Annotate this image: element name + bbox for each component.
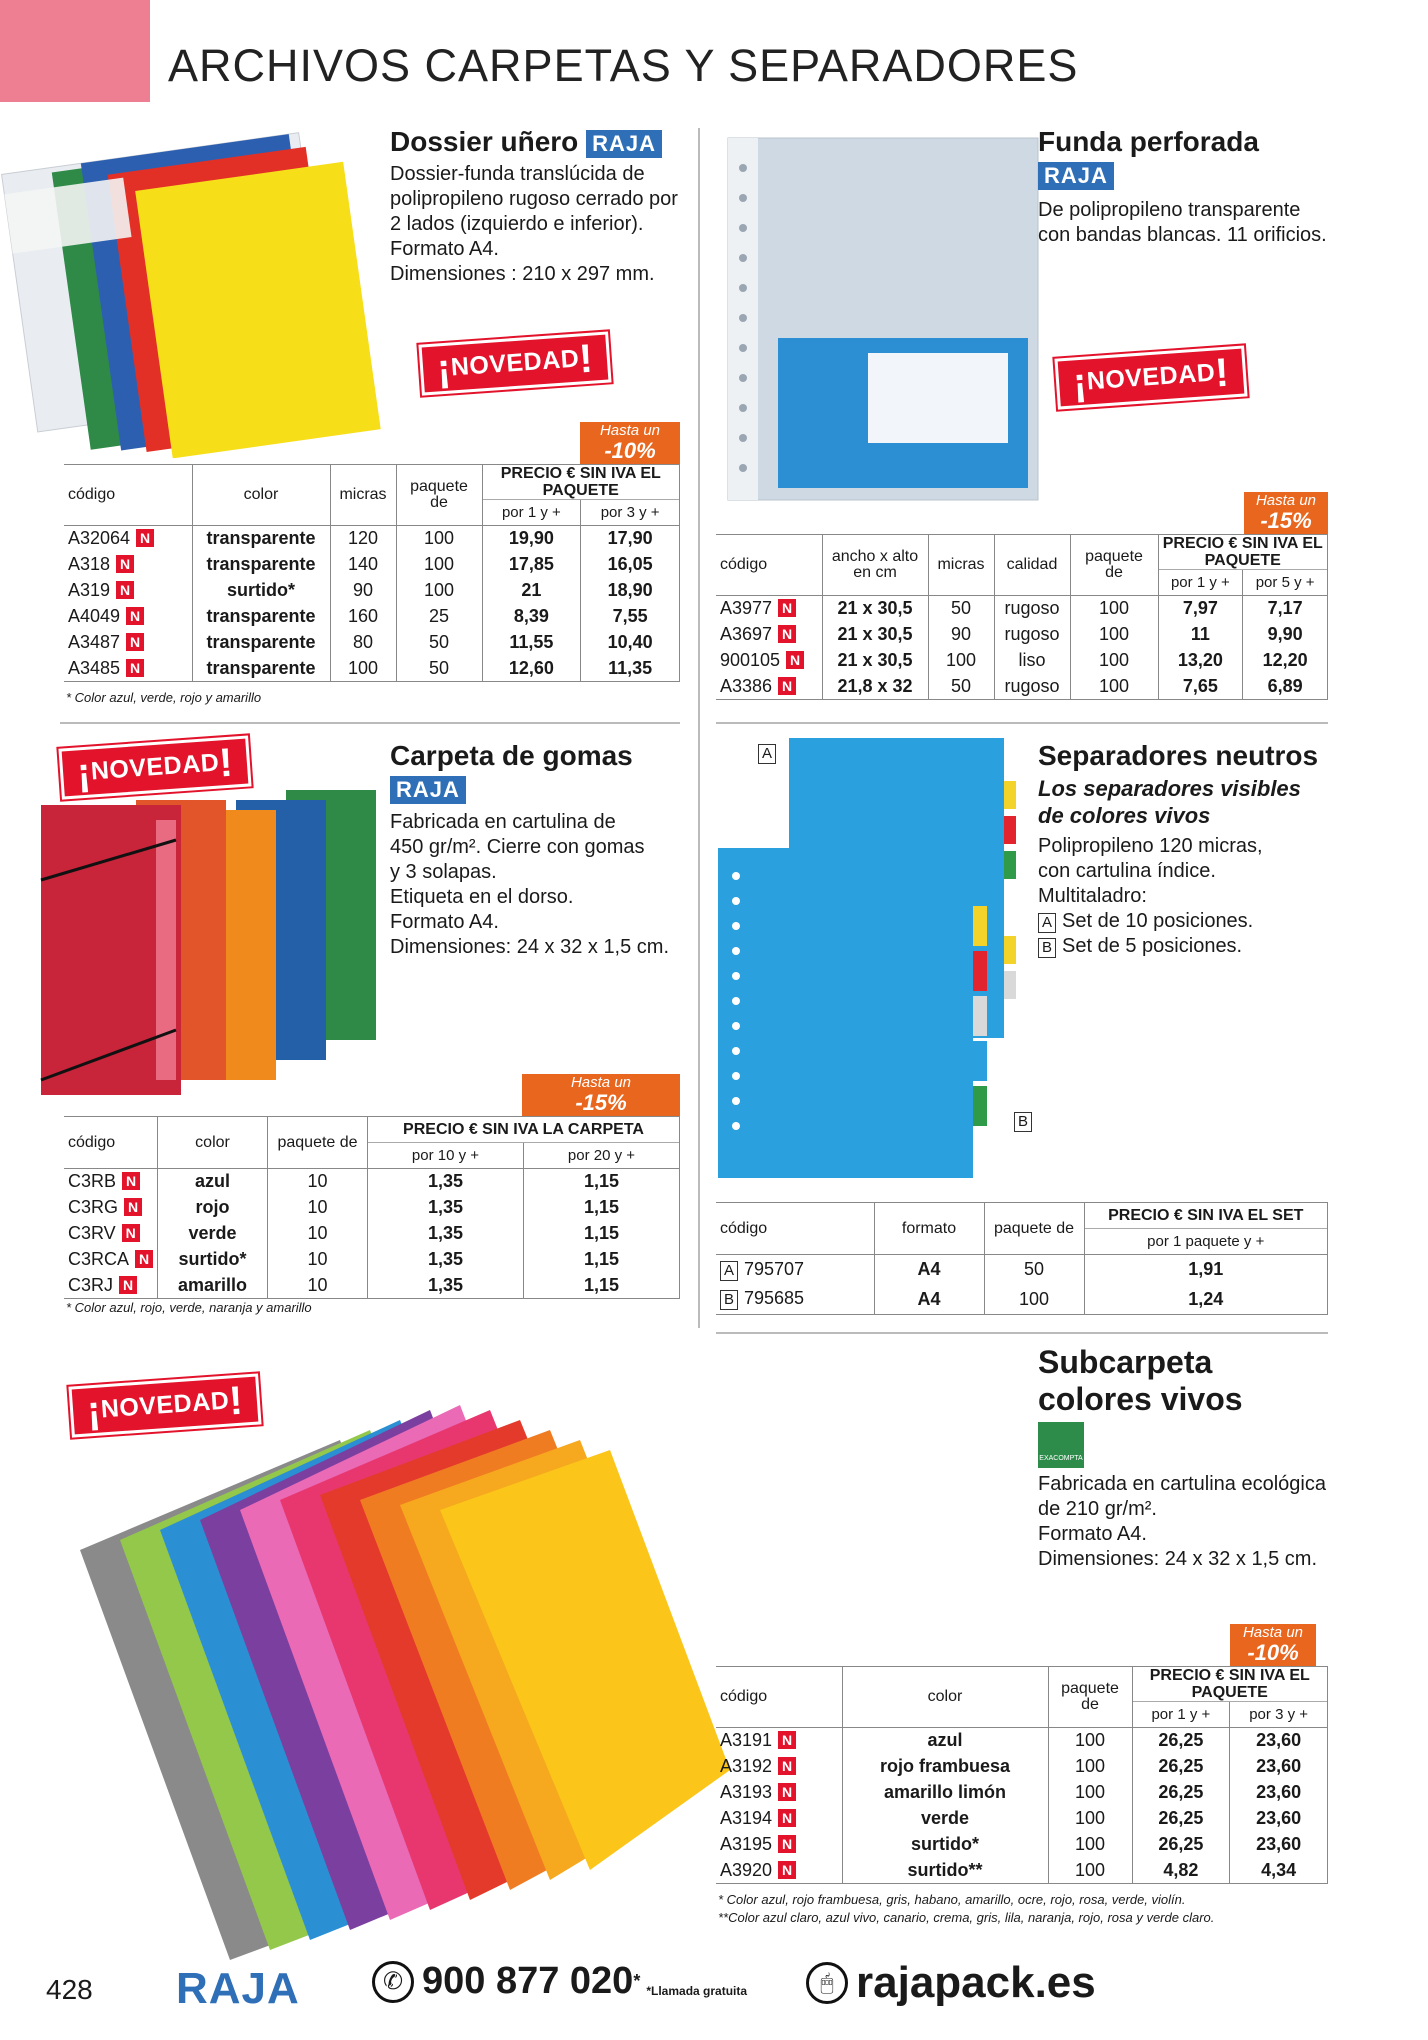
novedad-badge: ¡NOVEDAD! (1054, 345, 1247, 409)
section-divider (716, 722, 1328, 724)
new-badge: N (124, 1198, 142, 1216)
new-badge: N (778, 1783, 796, 1801)
phone-block[interactable]: ✆ 900 877 020 * *Llamada gratuita (372, 1960, 747, 2003)
new-badge: N (122, 1224, 140, 1242)
table-row: C3RJ N amarillo 10 1,35 1,15 (64, 1273, 680, 1299)
new-badge: N (778, 625, 796, 643)
page-title: ARCHIVOS CARPETAS Y SEPARADORES (168, 40, 1079, 91)
new-badge: N (778, 1731, 796, 1749)
section-divider (716, 1332, 1328, 1334)
label-a: A (758, 744, 782, 764)
new-badge: N (778, 1809, 796, 1827)
separadores-title: Separadores neutros (1038, 740, 1319, 771)
table-row: C3RG N rojo 10 1,35 1,15 (64, 1195, 680, 1221)
funda-price-table: código ancho x alto en cm micras calidad paquete de PRECIO € SIN IVA EL PAQUETE por 1 y + por 5 y + A3977 N 21 x 30,5 50 rugoso 100 7,97 7,17 A3697 N 21 x 30,5 90 rugoso 100 11 9,90 900105 N 21 x 30,5 100 liso 100 13,20 12,20 A3386 N 21,8 x 32 50 rugoso 100 7,65 6,89 (716, 534, 1328, 700)
raja-footer-logo: RAJA (176, 1964, 300, 2013)
table-row: B 795685 A4 100 1,24 (716, 1285, 1328, 1315)
table-row: A 795707 A4 50 1,91 (716, 1255, 1328, 1285)
phone-note: *Llamada gratuita (646, 1983, 748, 1998)
col-price-1: por 1 y + (482, 500, 581, 526)
table-row: A3195 N surtido* 100 26,25 23,60 (716, 1832, 1328, 1858)
separadores-price-table: código formato paquete de PRECIO € SIN IVA EL SET por 1 paquete y + A 795707 A4 50 1,91 B 795685 A4 100 1,24 (716, 1202, 1328, 1315)
carpeta-product-image (36, 780, 396, 1110)
funda-description: De polipropileno transparente con bandas blancas. 11 orificios. (1038, 199, 1327, 246)
subcarpeta-product-image (60, 1360, 740, 1960)
novedad-badge: ¡NOVEDAD! (68, 1373, 261, 1437)
new-badge: N (786, 651, 804, 669)
table-row: A3192 N rojo frambuesa 100 26,25 23,60 (716, 1754, 1328, 1780)
header-color-tab (0, 0, 150, 102)
carpeta-price-table: código color paquete de PRECIO € SIN IVA LA CARPETA por 10 y + por 20 y + C3RB N azul 10 1,35 1,15 C3RG N rojo 10 1,35 1,15 C3RV N verde 10 1,35 1,15 C3RCA N surtido* 10 1,35 1,15 C3RJ N amarillo 10 1,35 1,15 (64, 1116, 680, 1299)
promo-badge: Hasta un -10% (580, 422, 680, 464)
new-badge: N (116, 555, 134, 573)
table-row: A3193 N amarillo limón 100 26,25 23,60 (716, 1780, 1328, 1806)
col-codigo: código (64, 465, 192, 526)
new-badge: N (135, 1250, 153, 1268)
dossier-title: Dossier uñero RAJA (390, 126, 662, 158)
promo-badge: Hasta un -10% (1230, 1624, 1316, 1666)
table-row: C3RB N azul 10 1,35 1,15 (64, 1169, 680, 1195)
new-badge: N (122, 1172, 140, 1190)
dossier-description: Dossier-funda translúcida de polipropileno rugoso cerrado por 2 lados (izquierdo e inferior). Formato A4. Dimensiones : 210 x 297 mm. (390, 163, 678, 285)
website-link[interactable]: 🖱 rajapack.es (806, 1958, 1096, 2008)
carpeta-description: Fabricada en cartulina de 450 gr/m². Cierre con gomas y 3 solapas. Etiqueta en el dorso. Formato A4. Dimensiones: 24 x 32 x 1,5 cm. (390, 811, 670, 958)
column-divider (698, 128, 700, 1328)
separadores-description: Polipropileno 120 micras, con cartulina índice. Multitaladro: A Set de 10 posiciones. B Set de 5 posiciones. (1038, 835, 1263, 957)
col-precio: PRECIO € SIN IVA EL PAQUETE (482, 465, 680, 500)
exacompta-logo: EXACOMPTA (1038, 1422, 1084, 1468)
subcarpeta-title: Subcarpeta colores vivos (1038, 1344, 1243, 1417)
table-row: A3487 N transparente 80 50 11,55 10,40 (64, 630, 680, 656)
table-row: A3485 N transparente 100 50 12,60 11,35 (64, 656, 680, 682)
novedad-badge: ¡NOVEDAD! (58, 735, 251, 799)
subcarpeta-description: Fabricada en cartulina ecológica de 210 gr/m². Formato A4. Dimensiones: 24 x 32 x 1,5 cm. (1038, 1473, 1326, 1570)
funda-product-image (718, 128, 1048, 508)
table-row: A4049 N transparente 160 25 8,39 7,55 (64, 604, 680, 630)
col-price-2: por 3 y + (581, 500, 680, 526)
col-color: color (192, 465, 330, 526)
promo-badge: Hasta un -15% (522, 1074, 680, 1116)
section-divider (60, 722, 680, 724)
label-b: B (1014, 1112, 1038, 1132)
table-row: A3194 N verde 100 26,25 23,60 (716, 1806, 1328, 1832)
phone-number: 900 877 020 (422, 1960, 634, 2002)
new-badge: N (126, 633, 144, 651)
new-badge: N (778, 677, 796, 695)
table-row: C3RV N verde 10 1,35 1,15 (64, 1221, 680, 1247)
subcarpeta-price-table: código color paquete de PRECIO € SIN IVA EL PAQUETE por 1 y + por 3 y + A3191 N azul 100 26,25 23,60 A3192 N rojo frambuesa 100 26,25 23,60 A3193 N amarillo limón 100 26,25 23,60 A3194 N verde 100 26,25 23,60 A3195 N surtido* 100 26,25 23,60 A3920 N surtido** 100 4,82 4,34 (716, 1666, 1328, 1884)
col-paquete: paquete de (396, 465, 482, 526)
novedad-badge: ¡NOVEDAD! (418, 331, 611, 395)
table-row: 900105 N 21 x 30,5 100 liso 100 13,20 12,20 (716, 648, 1328, 674)
raja-logo: RAJA (1038, 162, 1114, 190)
phone-icon: ✆ (372, 1961, 414, 2003)
mouse-icon: 🖱 (806, 1962, 848, 2004)
new-badge: N (126, 607, 144, 625)
table-row: A319 N surtido* 90 100 21 18,90 (64, 578, 680, 604)
carpeta-title: Carpeta de gomas (390, 740, 633, 771)
separadores-product-image (714, 736, 1034, 1186)
col-micras: micras (330, 465, 396, 526)
new-badge: N (778, 599, 796, 617)
table-row: A3386 N 21,8 x 32 50 rugoso 100 7,65 6,89 (716, 674, 1328, 700)
new-badge: N (136, 529, 154, 547)
raja-logo: RAJA (390, 776, 466, 804)
promo-badge: Hasta un -15% (1244, 492, 1328, 534)
carpeta-footnote: * Color azul, rojo, verde, naranja y amarillo (66, 1300, 312, 1315)
new-badge: N (778, 1835, 796, 1853)
table-row: A3977 N 21 x 30,5 50 rugoso 100 7,97 7,17 (716, 596, 1328, 622)
page-number: 428 (46, 1974, 93, 2005)
new-badge: N (778, 1757, 796, 1775)
raja-logo: RAJA (586, 130, 662, 158)
dossier-product-image (0, 128, 400, 458)
separadores-subtitle: Los separadores visibles de colores vivos (1038, 776, 1301, 828)
subcarpeta-footnote-1: * Color azul, rojo frambuesa, gris, habano, amarillo, ocre, rojo, rosa, verde, violín. (718, 1892, 1186, 1907)
dossier-footnote: * Color azul, verde, rojo y amarillo (66, 690, 262, 705)
table-row: A3191 N azul 100 26,25 23,60 (716, 1728, 1328, 1754)
new-badge: N (116, 581, 134, 599)
table-row: A318 N transparente 140 100 17,85 16,05 (64, 552, 680, 578)
table-row: A3920 N surtido** 100 4,82 4,34 (716, 1858, 1328, 1884)
table-row: C3RCA N surtido* 10 1,35 1,15 (64, 1247, 680, 1273)
new-badge: N (126, 659, 144, 677)
dossier-price-table (64, 464, 680, 682)
new-badge: N (119, 1276, 137, 1294)
new-badge: N (778, 1861, 796, 1879)
subcarpeta-footnote-2: **Color azul claro, azul vivo, canario, crema, gris, lila, naranja, rojo, rosa y verde claro. (718, 1910, 1215, 1925)
funda-title: Funda perforada (1038, 126, 1259, 157)
table-row: A3697 N 21 x 30,5 90 rugoso 100 11 9,90 (716, 622, 1328, 648)
table-row: A32064 N transparente 120 100 19,90 17,90 (64, 526, 680, 552)
